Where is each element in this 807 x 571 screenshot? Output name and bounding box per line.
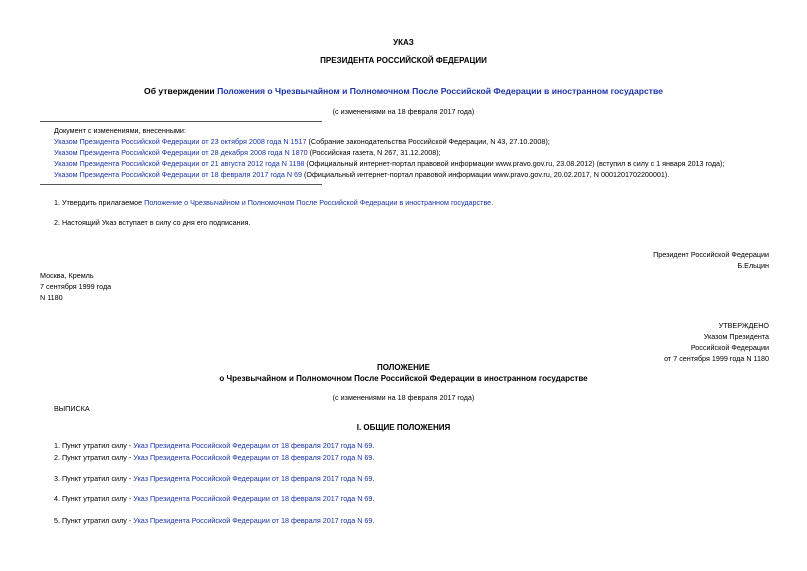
divider-bottom xyxy=(40,184,322,185)
item-prefix: 1. Пункт утратил силу - xyxy=(54,441,134,450)
decree-about-prefix: Об утверждении xyxy=(144,86,218,96)
item-suffix: . xyxy=(372,516,375,525)
repeal-link[interactable]: Указ Президента Российской Федерации от 18 февраля 2017 года N 69 xyxy=(133,441,373,450)
item-prefix: 2. Пункт утратил силу - xyxy=(54,453,134,462)
paragraph-suffix: . xyxy=(491,198,494,207)
approval-line-1: УТВЕРЖДЕНО xyxy=(718,321,769,330)
place-date: 7 сентября 1999 года xyxy=(40,282,112,291)
item-suffix: . xyxy=(372,494,375,503)
item-suffix: . xyxy=(372,453,375,462)
repeal-link[interactable]: Указ Президента Российской Федерации от 18 февраля 2017 года N 69 xyxy=(133,494,373,503)
item-prefix: 3. Пункт утратил силу - xyxy=(54,474,134,483)
amendment-link[interactable]: Указом Президента Российской Федерации от 21 августа 2012 года N 1198 xyxy=(54,159,305,168)
regulation-link[interactable]: Положение о Чрезвычайном и Полномочном После Российской Федерации в иностранном государстве xyxy=(144,198,492,207)
amendments-intro: Документ с изменениями, внесенными: xyxy=(54,126,186,135)
amendment-link[interactable]: Указом Президента Российской Федерации от 18 февраля 2017 года N 69 xyxy=(54,170,303,179)
item-prefix: 4. Пункт утратил силу - xyxy=(54,494,134,503)
place-city: Москва, Кремль xyxy=(40,271,94,280)
regulation-item xyxy=(54,494,374,503)
paragraph-prefix: 1. Утвердить прилагаемое xyxy=(54,198,145,207)
amendment-item xyxy=(54,159,724,168)
excerpt-label: ВЫПИСКА xyxy=(54,404,90,413)
amendment-source: (Официальный интернет-портал правовой информации www.pravo.gov.ru, 23.08.2012) (вступил в силу с 1 января 2013 года); xyxy=(304,159,725,168)
regulation-subtitle: о Чрезвычайном и Полномочном После Российской Федерации в иностранном государстве xyxy=(219,374,588,383)
signature-position: Президент Российской Федерации xyxy=(653,250,769,259)
approval-line-4: от 7 сентября 1999 года N 1180 xyxy=(664,354,769,363)
amendment-source: (Собрание законодательства Российской Федерации, N 43, 27.10.2008); xyxy=(306,137,550,146)
repeal-link[interactable]: Указ Президента Российской Федерации от 18 февраля 2017 года N 69 xyxy=(133,474,373,483)
signature-name: Б.Ельцин xyxy=(737,261,769,270)
regulation-item xyxy=(54,441,374,450)
regulation-item xyxy=(54,516,374,525)
item-suffix: . xyxy=(372,441,375,450)
divider-top xyxy=(40,121,322,122)
decree-subtitle: ПРЕЗИДЕНТА РОССИЙСКОЙ ФЕДЕРАЦИИ xyxy=(320,56,487,65)
amendment-item xyxy=(54,148,441,157)
decree-about xyxy=(0,86,807,96)
decree-paragraph-2: 2. Настоящий Указ вступает в силу со дня его подписания. xyxy=(54,218,251,227)
approval-line-2: Указом Президента xyxy=(703,332,769,341)
amendment-item xyxy=(54,170,669,179)
decree-paragraph-1 xyxy=(54,198,493,207)
regulation-changes: (с изменениями на 18 февраля 2017 года) xyxy=(332,393,475,402)
place-number: N 1180 xyxy=(40,293,63,302)
amendment-source: (Официальный интернет-портал правовой информации www.pravo.gov.ru, 20.02.2017, N 0001201702200001). xyxy=(302,170,670,179)
repeal-link[interactable]: Указ Президента Российской Федерации от 18 февраля 2017 года N 69 xyxy=(133,453,373,462)
regulation-item xyxy=(54,453,374,462)
section-heading: I. ОБЩИЕ ПОЛОЖЕНИЯ xyxy=(356,423,451,432)
amendment-link[interactable]: Указом Президента Российской Федерации от 23 октября 2008 года N 1517 xyxy=(54,137,307,146)
decree-changes: (с изменениями на 18 февраля 2017 года) xyxy=(332,107,475,116)
amendment-source: (Российская газета, N 267, 31.12.2008); xyxy=(307,148,441,157)
amendment-item xyxy=(54,137,550,146)
item-prefix: 5. Пункт утратил силу - xyxy=(54,516,134,525)
regulation-link[interactable]: Положения о Чрезвычайном и Полномочном После Российской Федерации в иностранном государстве xyxy=(217,86,663,96)
repeal-link[interactable]: Указ Президента Российской Федерации от 18 февраля 2017 года N 69 xyxy=(133,516,373,525)
regulation-title: ПОЛОЖЕНИЕ xyxy=(377,363,430,372)
decree-title: УКАЗ xyxy=(393,38,414,47)
amendment-link[interactable]: Указом Президента Российской Федерации от 28 декабря 2008 года N 1870 xyxy=(54,148,308,157)
approval-line-3: Российской Федерации xyxy=(690,343,769,352)
regulation-item xyxy=(54,474,374,483)
item-suffix: . xyxy=(372,474,375,483)
